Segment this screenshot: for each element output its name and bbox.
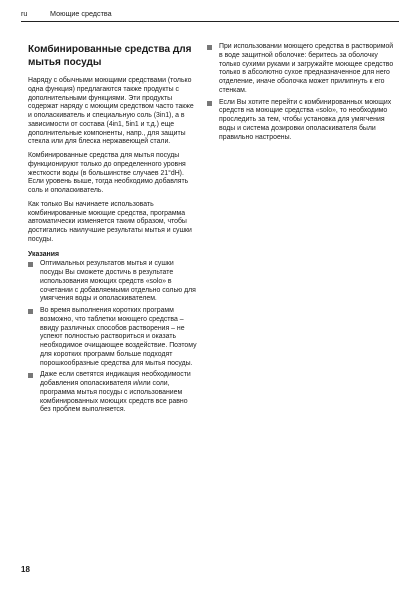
note-text: Оптимальных результатов мытья и сушки посуды Вы сможете достичь в результате использования моющих средств «solo» в сочетании с добавляемыми отдельно солью для умягчения воды и ополаскивателем. xyxy=(40,260,196,303)
bullet-square-icon xyxy=(207,45,212,50)
paragraph-intro: Наряду с обычными моющими средствами (только одна функция) предлагаются также продукты с дополнительными функциями. Эти продукты содержат наряду с моющим средством часто также и ополаскиватель и специальную соль (3in1), а в зависимости от состава (4in1, 5in1 и т.д.) еще дополнительные компоненты, напр., для защиты стекла или для блеска нержавеющей стали. xyxy=(28,77,194,146)
right-column xyxy=(207,43,395,145)
left-column xyxy=(28,43,198,418)
notes-heading: Указания xyxy=(28,250,59,258)
header-divider xyxy=(21,21,399,22)
note-bullet xyxy=(207,99,395,143)
note-bullet xyxy=(28,260,198,304)
language-code: ru xyxy=(21,9,28,18)
paragraph-hardness: Комбинированные средства для мытья посуды функционируют только до определенного уровня жесткости воды (в большинстве случаев 21°dH). Если уровень выше, тогда необходимо добавлять соль и ополаскиватель. xyxy=(28,152,189,194)
page-number: 18 xyxy=(21,565,30,574)
paragraph-program: Как только Вы начинаете использовать комбинированные моющие средства, программа автоматически изменяется таким образом, чтобы достигались наилучшие результаты мытья и сушки посуды. xyxy=(28,200,192,243)
note-text: Во время выполнения коротких программ возможно, что таблетки моющего средства – ввиду различных способов растворения – не успеют полностью раствориться и оказать необходимое очищающее воздействие. Поэтому для коротких программ больше подходят порошкообразные средства для мытья посуды. xyxy=(40,307,197,367)
section-title: Моющие средства xyxy=(50,9,112,18)
bullet-square-icon xyxy=(28,262,33,267)
note-text: Даже если светятся индикация необходимости добавления ополаскивателя и/или соли, программа мытья посуды с использованием комбинированных моющих средств все равно без проблем выполняется. xyxy=(40,371,191,414)
note-bullet xyxy=(28,371,198,415)
note-text: При использовании моющего средства в растворимой в воде защитной оболочке: беритесь за оболочку только сухими руками и загружайте моющее средство только в абсолютно сухое предназначенное для него отделение, иначе оболочка может прилипнуть к его стенкам. xyxy=(219,43,394,94)
note-text: Если Вы хотите перейти с комбинированных моющих средств на моющие средства «solo», то необходимо проследить за тем, чтобы установка для умягчения воды и система дозировки ополаскивателя были правильно настроены. xyxy=(219,98,392,141)
bullet-square-icon xyxy=(28,309,33,314)
note-bullet xyxy=(207,43,395,96)
article-title: Комбинированные средства для мытья посуды xyxy=(28,44,192,68)
note-bullet xyxy=(28,307,198,368)
bullet-square-icon xyxy=(28,373,33,378)
bullet-square-icon xyxy=(207,101,212,106)
